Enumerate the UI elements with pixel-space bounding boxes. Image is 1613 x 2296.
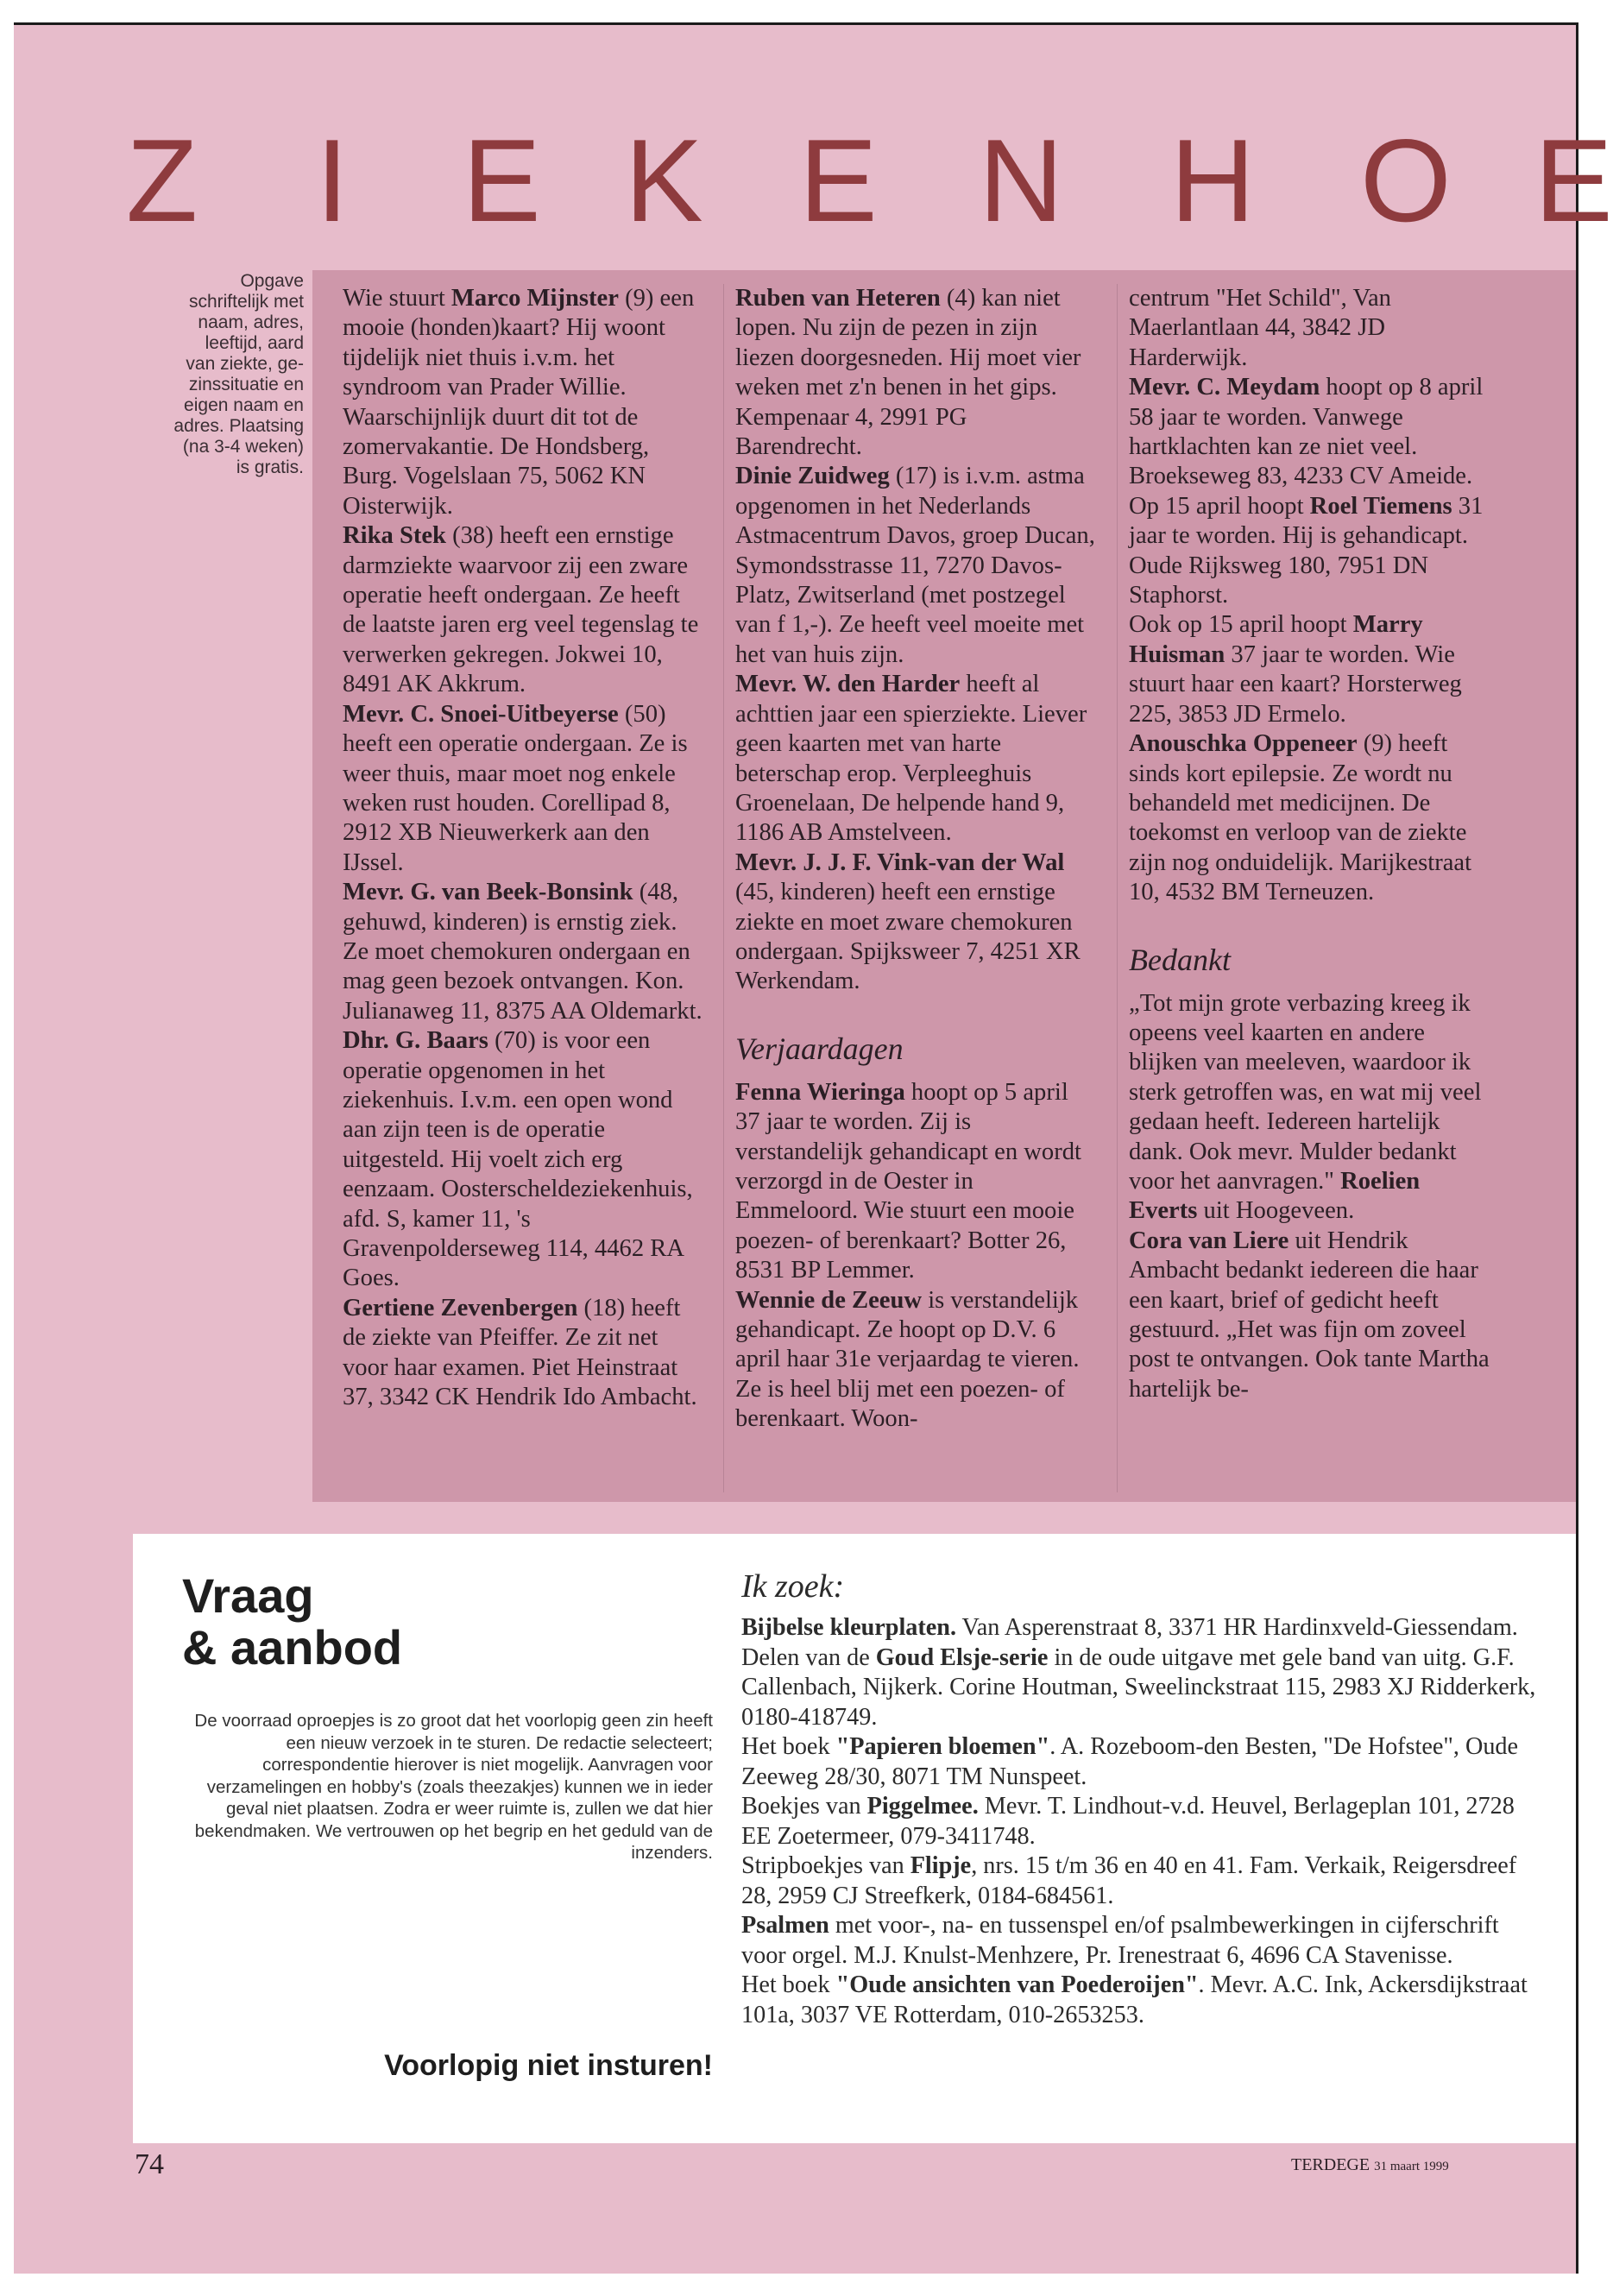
request-items (741, 1613, 1544, 2030)
entry-text: (50) heeft een operatie ondergaan. Ze is weer thuis, maar moet nog enkele weken rust houden. Corellipad 8, 2912 XB Nieuwerkerk aan den IJssel. (343, 700, 688, 876)
entry-text: centrum "Het Schild", Van Maerlantlaan 44, 3842 JD Harderwijk. (1129, 285, 1391, 371)
birthdays-heading: Verjaardagen (735, 1031, 904, 1066)
entry-prefix: Boekjes van (741, 1793, 867, 1820)
entry-text: (9) een mooie (honden)kaart? Hij woont tijdelijk niet thuis i.v.m. het syndroom van Prader Willie. Waarschijnlijk duurt dit tot de zomervakantie. De Hondsberg, Burg. Vogelslaan 75, 5062 KN Oisterwijk. (343, 285, 695, 520)
entry-name: Gertiene Zevenbergen (343, 1294, 578, 1321)
entry (1129, 729, 1491, 907)
entry-name: Dhr. G. Baars (343, 1027, 488, 1055)
intro-line: naam, adres, (198, 312, 304, 332)
entry-text: uit Hendrik Ambacht bedankt iedereen die haar een kaart, brief of gedicht heeft gestuurd. „Het was fijn om zoveel post te ontvangen. Ook tante Martha hartelijk be- (1129, 1227, 1490, 1403)
entry-text: (45, kinderen) heeft een ernstige ziekte en moet zware chemokuren ondergaan. Spijksweer 7, 4251 XR Werkendam. (735, 879, 1081, 995)
entry-name: "Oude ansichten van Poederoijen" (835, 1971, 1199, 1998)
entry-prefix: „Tot mijn grote verbazing kreeg ik opeens veel kaarten en andere blijken van meeleven, waardoor ik sterk getroffen was, en wat mij veel gedaan heeft. Iedereen hartelijk dank. Ook mevr. Mulder bedankt voor het aanvragen." (1129, 989, 1482, 1195)
entry (741, 1643, 1544, 1733)
entry (741, 1792, 1544, 1851)
magazine-page (14, 22, 1613, 2274)
entry-text: (70) is voor een operatie opgenomen in het ziekenhuis. I.v.m. een open wond aan zijn teen is de operatie uitgesteld. Hij voelt zich erg eenzaam. Oosterscheldeziekenhuis, afd. S, kamer 11, 's Gravenpolderseweg 114, 4462 RA Goes. (343, 1027, 693, 1292)
entry-text: (18) heeft de ziekte van Pfeiffer. Ze zit net voor haar examen. Piet Heinstraat 37, 3342 CK Hendrik Ido Ambacht. (343, 1294, 697, 1411)
column-separator (723, 284, 724, 1492)
entry-text: is verstandelijk gehandicapt. Ze hoopt op D.V. 6 april haar 31e verjaardag te vieren. Ze is heel blij met een poezen- of berenkaart. Woon- (735, 1286, 1080, 1433)
entry-name: Bijbelse kleurplaten. (741, 1614, 956, 1641)
column-sick-list-1 (343, 284, 705, 1412)
entry (343, 284, 705, 521)
entry-text: hoopt op 8 april 58 jaar te worden. Vanwege hartklachten kan ze niet veel. Broekseweg 83, 4233 CV Ameide. (1129, 374, 1484, 490)
thanks-entries (1129, 989, 1491, 1405)
vraag-aanbod-title (182, 1570, 402, 1674)
thanks-heading: Bedankt (1129, 942, 1231, 977)
entry (343, 521, 705, 699)
entry (735, 1286, 1098, 1435)
section-title (14, 94, 1613, 267)
entry-text: 37 jaar te worden. Wie stuurt haar een kaart? Horsterweg 225, 3853 JD Ermelo. (1129, 640, 1462, 728)
entry-name: Wennie de Zeeuw (735, 1286, 923, 1314)
column-separator (1117, 284, 1118, 1492)
entry (1129, 989, 1491, 1227)
entry-name: Mevr. W. den Harder (735, 671, 961, 698)
entry-text: (17) is i.v.m. astma opgenomen in het Nederlands Astmacentrum Davos, groep Ducan, Symondsstrasse 11, 7270 Davos-Platz, Zwitserland (met postzegel van f 1,-). Ze heeft veel moeite met het van huis zijn. (735, 463, 1095, 668)
entry-name: Rika Stek (343, 522, 446, 550)
entry (1129, 284, 1491, 373)
entry-prefix: Delen van de (741, 1643, 876, 1671)
entry-name: Roelien Everts (1129, 1167, 1421, 1225)
column-sick-list-2 (735, 284, 1098, 1435)
vraag-aanbod-note: Voorlopig niet insturen! (384, 2049, 713, 2082)
entry-text: (4) kan niet lopen. Nu zijn de pezen in zijn liezen doorgesneden. Hij moet vier weken met z'n benen in het gips. Kempenaar 4, 2991 PG Barendrecht. (735, 285, 1081, 461)
entry-text: in de oude uitgave met gele band van uitg. G.F. Callenbach, Nijkerk. Corine Houtman, Sweelinckstraat 115, 2983 XJ Ridderkerk, 0180-418749. (741, 1643, 1536, 1731)
intro-line: zinssituatie en (188, 375, 304, 394)
entry-name: Mevr. G. van Beek-Bonsink (343, 879, 633, 906)
title-letter: H (1170, 115, 1256, 246)
ik-zoek-list (741, 1567, 1544, 2030)
intro-line: leeftijd, aard (205, 333, 304, 353)
entry (735, 284, 1098, 462)
entry-name: Psalmen (741, 1912, 829, 1939)
intro-line: schriftelijk met (188, 292, 304, 312)
entry-text: . A. Rozeboom-den Besten, "De Hofstee", Oude Zeeweg 28/30, 8071 TM Nunspeet. (741, 1733, 1519, 1790)
entry (735, 848, 1098, 997)
entry (735, 462, 1098, 670)
publication-date: 31 maart 1999 (1374, 2160, 1449, 2173)
column-sick-list-3 (1129, 284, 1491, 1404)
entry-name: Roel Tiemens (1309, 492, 1452, 520)
entry (1129, 610, 1491, 729)
title-letter: O (1360, 115, 1452, 246)
entry-prefix: Op 15 april hoopt (1129, 492, 1310, 520)
entry (741, 1971, 1544, 2030)
page-number: 74 (135, 2148, 164, 2180)
intro-line: Opgave (240, 271, 304, 291)
entry (1129, 492, 1491, 611)
entry-name: Anouschka Oppeneer (1129, 730, 1358, 758)
entry (741, 1851, 1544, 1911)
title-letter: I (316, 115, 349, 246)
entry-name: Dinie Zuidweg (735, 463, 890, 490)
entry-text: (9) heeft sinds kort epilepsie. Ze wordt nu behandeld met medicijnen. De toekomst en verloop van de ziekte zijn nog onduidelijk. Marijkestraat 10, 4532 BM Terneuzen. (1129, 730, 1472, 906)
entry-text: hoopt op 5 april 37 jaar te worden. Zij is verstandelijk gehandicapt en wordt verzorgd in de Oester in Emmeloord. Wie stuurt een mooie poezen- of berenkaart? Botter 26, 8531 BP Lemmer. (735, 1078, 1081, 1284)
entry-name: Ruben van Heteren (735, 285, 941, 312)
entry-prefix: Stripboekjes van (741, 1852, 910, 1879)
title-letter: E (1534, 115, 1613, 246)
entry-prefix: Ook op 15 april hoopt (1129, 611, 1353, 639)
entry-text: Mevr. T. Lindhout-v.d. Heuvel, Berlageplan 101, 2728 EE Zoetermeer, 079-3411748. (741, 1793, 1515, 1850)
entry (343, 878, 705, 1026)
publication-footer (1291, 2155, 1449, 2175)
title-letter: N (979, 115, 1064, 246)
intro-line: eigen naam en (184, 395, 304, 415)
entry-name: Mevr. J. J. F. Vink-van der Wal (735, 848, 1065, 876)
entry-name: Cora van Liere (1129, 1227, 1289, 1254)
entry-name: Mevr. C. Snoei-Uitbeyerse (343, 700, 619, 728)
sick-entries (735, 284, 1098, 997)
entry-name: Marco Mijnster (451, 285, 619, 312)
entry-name: Marry Huisman (1129, 611, 1423, 668)
title-letter: K (625, 115, 703, 246)
entry-text: heeft al achttien jaar een spierziekte. Liever geen kaarten met van harte beterschap erop. Verpleeghuis Groenelaan, De helpende hand 9, 1186 AB Amstelveen. (735, 671, 1087, 847)
title-letter: Z (126, 115, 198, 246)
entry (741, 1732, 1544, 1792)
title-letter: E (799, 115, 878, 246)
vraag-aanbod-box (133, 1534, 1576, 2143)
entry (741, 1613, 1544, 1643)
entry-text: met voor-, na- en tussenspel en/of psalmbewerkingen in cijferschrift voor orgel. M.J. Knulst-Menhzere, Pr. Irenestraat 6, 4696 CA Stavenisse. (741, 1912, 1499, 1969)
intro-line: (na 3-4 weken) (182, 437, 304, 457)
entry-prefix: Het boek (741, 1733, 836, 1760)
title-line: Vraag (182, 1568, 314, 1623)
entry (735, 1078, 1098, 1286)
entry (735, 670, 1098, 848)
entry (343, 1026, 705, 1294)
birthday-entries-cont (1129, 284, 1491, 908)
entry (741, 1911, 1544, 1971)
entry (1129, 373, 1491, 492)
entry (343, 700, 705, 878)
title-letter: E (463, 115, 541, 246)
vraag-aanbod-description: De voorraad oproepjes is zo groot dat het voorlopig geen zin heeft een nieuw verzoek in te sturen. De redactie selecteert; correspondentie hierover is niet mogelijk. Aanvragen voor verzamelingen en hobby's (zoals theezakjes) kunnen we in ieder geval niet plaatsen. Zodra er weer ruimte is, zullen we dat hier bekendmaken. We vertrouwen op het begrip en het geduld van de inzenders. (194, 1711, 713, 1863)
entry-name: Mevr. C. Meydam (1129, 374, 1320, 401)
entry-prefix: Wie stuurt (343, 285, 451, 312)
entry-name: Piggelmee. (866, 1793, 979, 1820)
entry-text: (48, gehuwd, kinderen) is ernstig ziek. Ze moet chemokuren ondergaan en mag geen bezoek ontvangen. Kon. Julianaweg 11, 8375 AA Oldemarkt. (343, 879, 703, 1025)
submission-instructions (100, 271, 304, 478)
entry-name: Fenna Wieringa (735, 1078, 905, 1106)
entry-name: Flipje (910, 1852, 972, 1879)
entry-prefix: Het boek (741, 1971, 836, 1998)
entry-text: . Mevr. A.C. Ink, Ackersdijkstraat 101a, 3037 VE Rotterdam, 010-2653253. (741, 1971, 1528, 2028)
intro-line: is gratis. (236, 457, 304, 477)
intro-line: van ziekte, ge- (186, 354, 304, 374)
birthday-entries (735, 1078, 1098, 1435)
entry-name: Goud Elsje-serie (875, 1643, 1049, 1671)
entry-text: 31 jaar te worden. Hij is gehandicapt. Oude Rijksweg 180, 7951 DN Staphorst. (1129, 492, 1484, 609)
publication-name: TERDEGE (1291, 2155, 1370, 2174)
entry-text: (38) heeft een ernstige darmziekte waarvoor zij een zware operatie heeft ondergaan. Ze heeft de laatste jaren erg veel tegenslag te verwerken gekregen. Jokwei 10, 8491 AK Akkrum. (343, 522, 699, 698)
entry-name: "Papieren bloemen" (835, 1733, 1050, 1760)
entry-text: uit Hoogeveen. (1197, 1197, 1355, 1225)
entry-text: Van Asperenstraat 8, 3371 HR Hardinxveld-Giessendam. (956, 1614, 1518, 1641)
title-line: & aanbod (182, 1620, 403, 1675)
intro-line: adres. Plaatsing (173, 416, 304, 436)
entry (343, 1294, 705, 1413)
entry-text: , nrs. 15 t/m 36 en 40 en 41. Fam. Verkaik, Reigersdreef 28, 2959 CJ Streefkerk, 0184-684561. (741, 1852, 1517, 1909)
ik-zoek-heading: Ik zoek: (741, 1568, 845, 1605)
entry (1129, 1227, 1491, 1404)
